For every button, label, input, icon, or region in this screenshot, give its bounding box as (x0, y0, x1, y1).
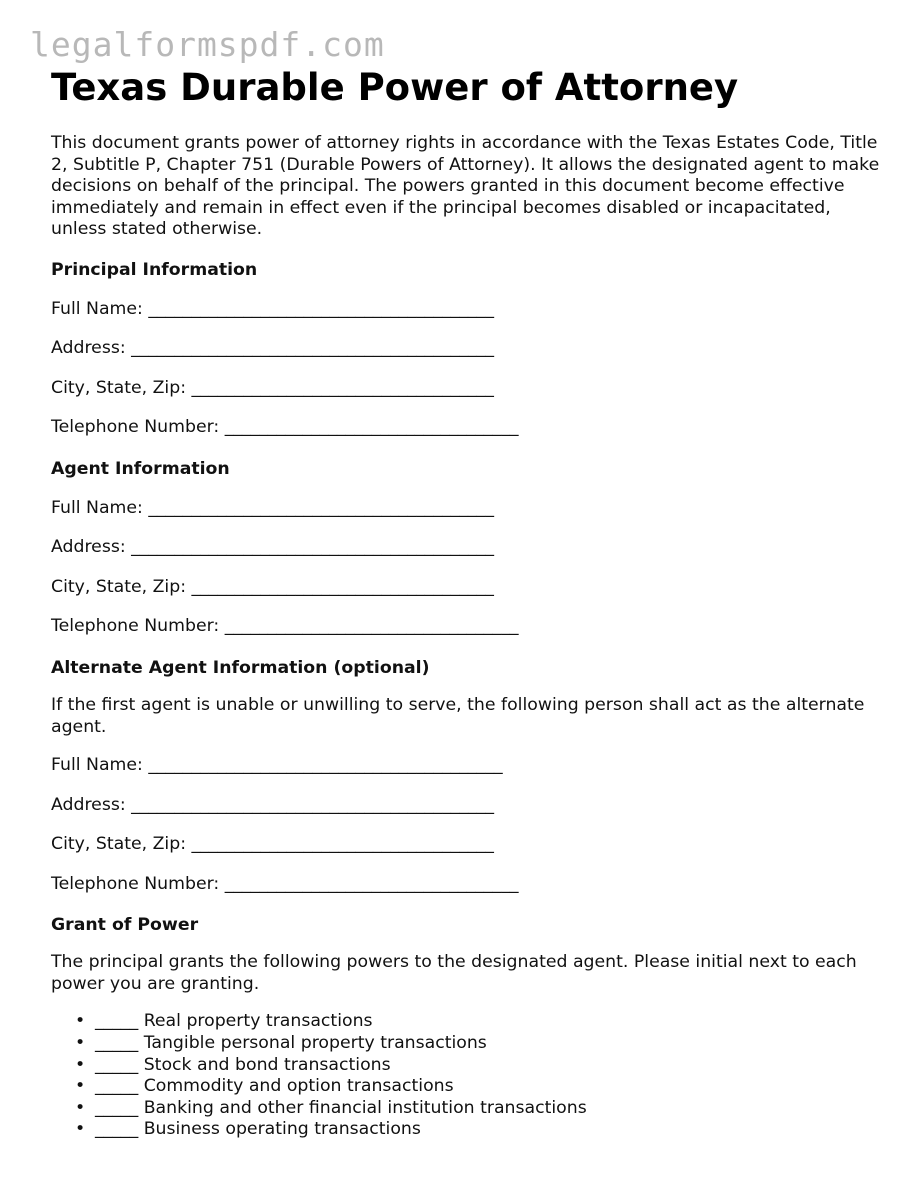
power-item-label: _____ Real property transactions (95, 1011, 373, 1032)
alternate-full-name-field[interactable]: Full Name: _________________________________________ (51, 755, 503, 776)
alternate-telephone-field[interactable]: Telephone Number: __________________________________ (51, 873, 519, 894)
power-item[interactable] (51, 1055, 881, 1077)
bullet-icon: • (75, 1032, 86, 1053)
agent-full-name-field[interactable]: Full Name: ________________________________________ (51, 497, 494, 518)
power-item[interactable] (51, 1119, 881, 1141)
power-item-label: _____ Commodity and option transactions (95, 1076, 454, 1097)
bullet-icon: • (75, 1054, 86, 1075)
agent-address-field[interactable]: Address: __________________________________________ (51, 537, 495, 558)
bullet-icon: • (75, 1097, 86, 1118)
principal-city-state-zip-field[interactable]: City, State, Zip: ___________________________________ (51, 377, 494, 398)
bullet-icon: • (75, 1011, 86, 1032)
principal-section-heading: Principal Information (51, 259, 258, 280)
bullet-icon: • (75, 1119, 86, 1140)
agent-section-heading: Agent Information (51, 458, 230, 479)
power-item-label: _____ Business operating transactions (95, 1119, 421, 1140)
power-item[interactable] (51, 1098, 881, 1120)
powers-list (51, 1011, 881, 1141)
principal-telephone-field[interactable]: Telephone Number: __________________________________ (51, 417, 519, 438)
bullet-icon: • (75, 1076, 86, 1097)
alternate-city-state-zip-field[interactable]: City, State, Zip: ___________________________________ (51, 834, 494, 855)
document-title: Texas Durable Power of Attorney (51, 66, 739, 109)
power-item-label: _____ Stock and bond transactions (95, 1054, 391, 1075)
agent-telephone-field[interactable]: Telephone Number: __________________________________ (51, 616, 519, 637)
agent-city-state-zip-field[interactable]: City, State, Zip: ___________________________________ (51, 576, 494, 597)
power-item[interactable] (51, 1011, 881, 1033)
alternate-agent-section-heading: Alternate Agent Information (optional) (51, 657, 430, 678)
document-page (51, 66, 881, 1141)
alternate-address-field[interactable]: Address: __________________________________________ (51, 794, 495, 815)
watermark: legalformspdf.com (30, 25, 385, 64)
grant-of-power-note: The principal grants the following powers to the designated agent. Please initial next to each power you are granting. (51, 952, 857, 994)
principal-address-field[interactable]: Address: __________________________________________ (51, 338, 495, 359)
alternate-agent-note: If the first agent is unable or unwilling to serve, the following person shall act as the alternate agent. (51, 694, 865, 737)
power-item[interactable] (51, 1076, 881, 1098)
intro-paragraph: This document grants power of attorney rights in accordance with the Texas Estates Code, Title 2, Subtitle P, Chapter 751 (Durable Powers of Attorney). It allows the designated agent to make decisions on behalf of the principal. The powers granted in this document become effective immediately and remain in effect even if the principal becomes disabled or incapacitated, unless stated otherwise. (51, 133, 880, 240)
principal-full-name-field[interactable]: Full Name: ________________________________________ (51, 298, 494, 319)
power-item-label: _____ Tangible personal property transactions (95, 1032, 487, 1053)
power-item-label: _____ Banking and other financial institution transactions (95, 1097, 587, 1118)
power-item[interactable] (51, 1033, 881, 1055)
grant-of-power-heading: Grant of Power (51, 915, 199, 936)
